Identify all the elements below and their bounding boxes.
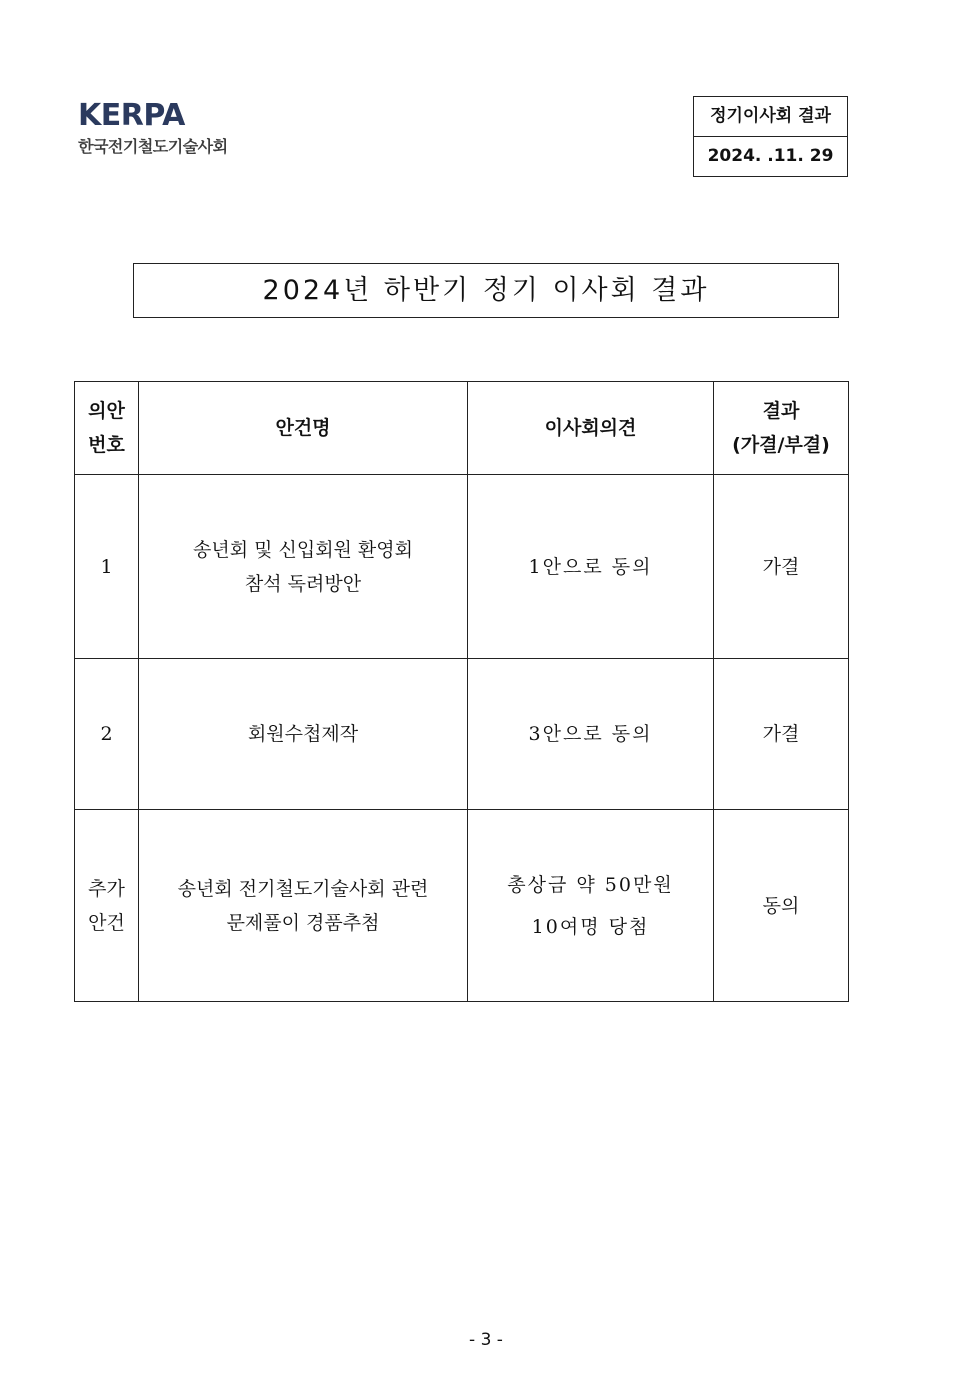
item-name-line1: 송년회 및 신입회원 환영회	[192, 538, 413, 561]
header-board-opinion: 이사회의견	[468, 382, 714, 475]
header-agenda-number-line1: 의안	[88, 400, 125, 422]
cell-result	[714, 659, 849, 810]
table-row	[75, 475, 849, 659]
header-item-name: 안건명	[139, 382, 468, 475]
organization-name: 한국전기철도기술사회	[78, 137, 228, 156]
agenda-number: 1	[100, 555, 113, 578]
cell-item-name	[139, 659, 468, 810]
cell-result	[714, 810, 849, 1002]
document-meta-box	[693, 96, 848, 177]
cell-agenda-number	[75, 659, 139, 810]
header-result	[714, 382, 849, 475]
item-name-line1: 회원수첩제작	[247, 723, 359, 745]
cell-result	[714, 475, 849, 659]
logo-wordmark: KERPA	[78, 98, 185, 133]
agenda-number-line2: 안건	[88, 911, 125, 934]
item-name-line2: 문제풀이 경품추첨	[226, 911, 380, 934]
header-agenda-number-line2: 번호	[88, 434, 125, 456]
cell-agenda-number	[75, 810, 139, 1002]
page-number: - 3 -	[469, 1330, 503, 1350]
cell-board-opinion	[468, 810, 714, 1002]
header-agenda-number	[75, 382, 139, 475]
header-result-line2: (가결/부결)	[732, 434, 830, 456]
document-title: 2024년 하반기 정기 이사회 결과	[133, 263, 839, 318]
cell-item-name	[139, 810, 468, 1002]
item-name-line2: 참석 독려방안	[244, 572, 362, 595]
board-opinion-line2: 10여명 당첨	[531, 915, 650, 938]
board-opinion: 1안으로 동의	[528, 555, 653, 578]
cell-board-opinion	[468, 475, 714, 659]
agenda-number-line1: 추가	[88, 877, 125, 900]
board-opinion: 3안으로 동의	[528, 723, 653, 745]
result: 가결	[762, 555, 800, 578]
result: 동의	[762, 894, 800, 917]
board-opinion-line1: 총상금 약 50만원	[507, 873, 674, 896]
cell-item-name	[139, 475, 468, 659]
table-row	[75, 810, 849, 1002]
meta-date: 2024. .11. 29	[707, 146, 834, 166]
cell-agenda-number	[75, 475, 139, 659]
item-name-line1: 송년회 전기철도기술사회 관련	[177, 877, 429, 900]
agenda-number: 2	[100, 723, 113, 745]
cell-board-opinion	[468, 659, 714, 810]
table-header-row	[75, 382, 849, 475]
kerpa-logo	[78, 100, 228, 157]
meta-title: 정기이사회 결과	[694, 97, 847, 137]
header-result-line1: 결과	[762, 400, 800, 422]
table-row	[75, 659, 849, 810]
agenda-results-table	[74, 381, 849, 1002]
result: 가결	[762, 723, 800, 745]
